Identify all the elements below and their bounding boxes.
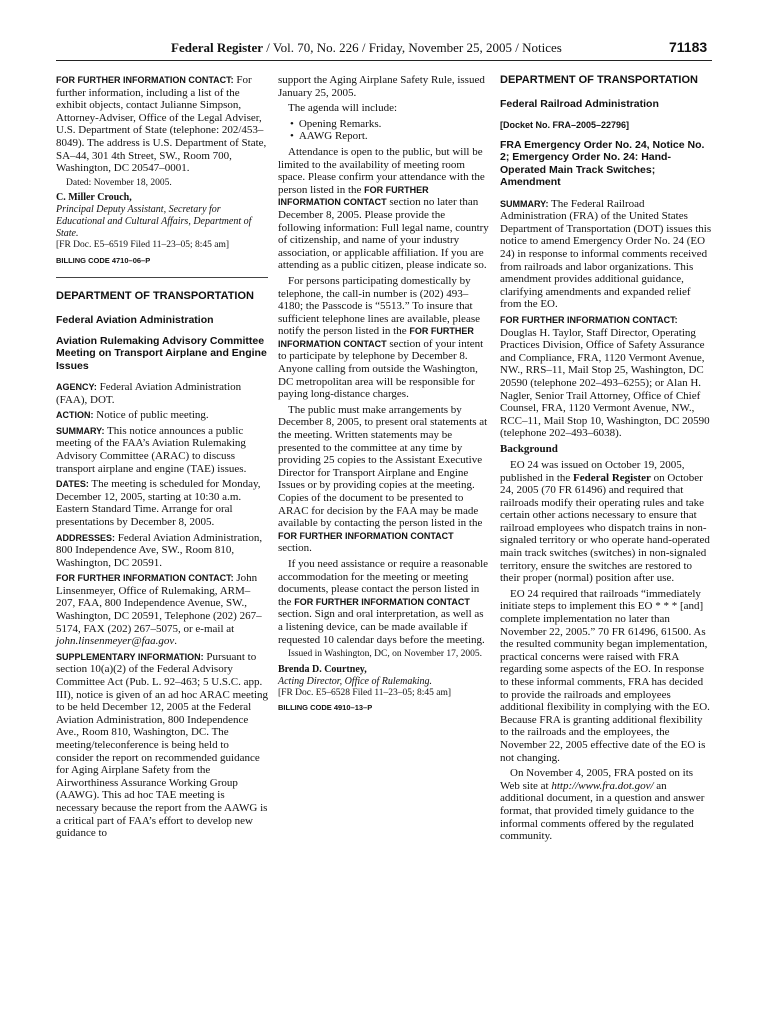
ffic2-text: John Linsenmeyer, Office of Rulemaking, ARM–207, FAA, 800 Independence Avenue, SW., Washington, DC 20591, Telephone (202) 267–5174, FAX (202) 267–5075, or e-mail at	[56, 572, 262, 635]
docket-number: [Docket No. FRA–2005–22796]	[500, 120, 630, 130]
summary-text: The Federal Railroad Administration (FRA) of the United States Department of Transportation (DOT) issues this notice to amend Emergency Order No. 24 (EO 24) in response to informal comments received from railroads and labor organizations. This amendment provides additional guidance, clarifying amendments and expanded relief from the EO.	[500, 197, 712, 311]
addresses-text: Federal Aviation Administration, 800 Independence Ave, SW., Room 810, Washington, DC 20591.	[56, 531, 263, 569]
attendance-paragraph	[278, 146, 490, 272]
running-head	[171, 40, 562, 56]
ffic-ref: FOR FURTHER INFORMATION CONTACT	[278, 530, 454, 541]
fr-doc-line: [FR Doc. E5–6528 Filed 11–23–05; 8:45 am]	[278, 687, 452, 698]
signer-name: Brenda D. Courtney,	[278, 663, 367, 675]
bullet-icon: •	[290, 130, 294, 143]
telephone-text: For persons participating domestically by telephone, the call-in number is (202) 493–4180; the Passcode is “5513.” To insure that sufficient telephone lines are available, please notify the person listed in the	[278, 274, 480, 338]
website-link[interactable]: http://www.fra.dot.gov/	[551, 779, 654, 792]
agency-paragraph	[56, 381, 268, 406]
ffic-ref: FOR FURTHER INFORMATION CONTACT	[278, 326, 474, 349]
agenda-item	[278, 130, 490, 143]
background-paragraph-2: EO 24 required that railroads “immediately initiate steps to implement this EO * * * [and] complete implementation no later than November 22, 2005.” 70 FR 61496, 61500. As the resulted community began implementation, practical concerns were raised with FRA regarding some aspects of the EO. In response to these informal comments, FRA has decided to provide the railroads and employees additional flexibility in complying with the EO. Because FRA is granting additional flexibility to the railroads and the employees, the November 22, 2005 effective date of the EO is not changing.	[500, 587, 710, 764]
fr-doc-line: [FR Doc. E5–6519 Filed 11–23–05; 8:45 am]	[56, 240, 230, 251]
agenda-intro: The agenda will include:	[288, 102, 398, 115]
dated-line: Dated: November 18, 2005.	[66, 177, 172, 188]
ffic2-label: FOR FURTHER INFORMATION CONTACT:	[56, 573, 234, 584]
summary-paragraph	[56, 425, 268, 475]
email-link[interactable]: john.linsenmeyer@faa.gov	[56, 635, 175, 648]
column-2	[278, 74, 490, 714]
signer-name: C. Miller Crouch,	[56, 192, 132, 204]
ffic-label-line	[500, 314, 712, 327]
background-heading: Background	[500, 442, 558, 455]
issued-line: Issued in Washington, DC, on November 17, 2005.	[288, 649, 483, 660]
bg3-text-2: an additional document, in a question and answer format, that provided timely guidance to the informal comments offered by the regulated community.	[500, 779, 705, 843]
billing-code: BILLING CODE 4910–13–P	[278, 703, 373, 713]
dates-paragraph	[56, 478, 268, 528]
federal-register-ref: Federal Register	[573, 471, 651, 484]
notice-title: FRA Emergency Order No. 24, Notice No. 2; Emergency Order No. 24: Hand-Operated Main Track Switches; Amendment	[500, 139, 705, 189]
ffic-paragraph: Douglas H. Taylor, Staff Director, Operating Practices Division, Office of Safety Assurance and Compliance, FRA, 1120 Vermont Avenue, NW., RRS–11, Mail Stop 25, Washington, DC 20590 (telephone 202–493–6255); or Alan H. Nagler, Senior Trail Attorney, Office of Chief Counsel, FRA, 1120 Vermont Avenue, NW., RCC–11, Mail Stop 10, Washington, DC 20590 (telephone 202–493–6038).	[500, 326, 710, 440]
continued-paragraph: support the Aging Airplane Safety Rule, issued January 25, 2005.	[278, 74, 485, 99]
public-paragraph	[278, 404, 490, 555]
action-label: ACTION:	[56, 410, 94, 421]
agenda-item-text: Opening Remarks.	[298, 117, 382, 130]
assistance-text-2: section. Sign and oral interpretation, as well as a listening device, can be made available if requested 10 calendar days before the meeting.	[278, 608, 485, 646]
ffic-paragraph	[56, 74, 268, 175]
notice-title: Aviation Rulemaking Advisory Committee Meeting on Transport Airplane and Engine Issues	[56, 334, 267, 372]
attendance-text: Attendance is open to the public, but will be limited to the availability of meeting room space. Please confirm your attendance with the person listed in the	[278, 145, 485, 196]
signer-title: Acting Director, Office of Rulemaking.	[278, 675, 433, 687]
ffic2-paragraph	[56, 572, 268, 648]
assistance-text: If you need assistance or require a reasonable accommodation for the meeting or meeting documents, please contact the person listed in the	[278, 557, 489, 608]
dates-label: DATES:	[56, 479, 89, 490]
department-heading: DEPARTMENT OF TRANSPORTATION	[500, 74, 698, 86]
column-1	[56, 74, 268, 843]
summary-text: This notice announces a public meeting of the FAA’s Aviation Rulemaking Advisory Committee (ARAC) to discuss transport airplane and engine (TAE) issues.	[56, 424, 247, 475]
public-text: The public must make arrangements by December 8, 2005, to present oral statements at the meeting. Written statements may be presented to the committee at any time by providing 25 copies to the Assistant Executive Director for Transport Airplane and Engine Issues or by providing copies at the meeting. Copies of the document to be presented to ARAC for decision by the FAA may be made available by contacting the person listed in the	[278, 403, 488, 530]
ffic-text: For further information, including a list of the exhibit objects, contact Julianne Simpson, Attorney-Adviser, Office of the Legal Adviser, U.S. Department of State (telephone: 202/453–8049). The address is U.S. Department of State, SA–44, 301 4th Street, SW., Room 700, Washington, DC 20547–0001.	[56, 74, 267, 175]
issue-info: / Vol. 70, No. 226 / Friday, November 25, 2005 / Notices	[263, 40, 562, 55]
ffic-ref: FOR FURTHER INFORMATION CONTACT	[294, 596, 470, 607]
agency-heading: Federal Railroad Administration	[500, 98, 659, 110]
bg1-text: EO 24 was issued on October 19, 2005, published in the	[500, 458, 685, 484]
page-header	[0, 40, 768, 60]
ffic-label: FOR FURTHER INFORMATION CONTACT:	[500, 314, 678, 325]
page-number: 71183	[669, 39, 708, 55]
agency-text: Federal Aviation Administration (FAA), DOT.	[56, 380, 242, 406]
supplementary-label: SUPPLEMENTARY INFORMATION:	[56, 651, 204, 662]
public-text-2: section.	[278, 542, 312, 555]
ffic-label: FOR FURTHER INFORMATION CONTACT:	[56, 75, 234, 85]
summary-label: SUMMARY:	[500, 198, 549, 209]
journal-name: Federal Register	[171, 40, 264, 55]
ffic-ref: FOR FURTHER INFORMATION CONTACT	[278, 184, 429, 208]
supplementary-text: Pursuant to section 10(a)(2) of the Federal Advisory Committee Act (Pub. L. 92–463; 5 U.S.C. app. III), notice is given of an ad hoc ARAC meeting to be held December 12, 2005 at the Federal Aviation Administration, 800 Independence Ave., Room 810, Washington, DC. The meeting/teleconference is being held to consider the report on recommended guidance for Aging Airplane Safety from the Airworthiness Assurance Working Group (AAWG). This ad hoc TAE meeting is necessary because the report from the AAWG is a critical part of FAA’s effort to develop new guidance to	[56, 650, 269, 840]
bg1-text-2: on October 24, 2005 (70 FR 61496) and required that railroads modify their operating rules and take certain other actions necessary to ensure that railroad employees who dispatch trains in non-signaled territory or who operate hand-operated main track switches (switches) in non-signaled territory, ensure the switches are restored to their proper (normal) position after use.	[500, 471, 710, 585]
telephone-text-2: section of your intent to participate by telephone by December 8. Anyone calling from outside the Washington, DC metropolitan area will be responsible for paying long-distance charges.	[278, 337, 484, 401]
agenda-item	[278, 118, 490, 131]
agenda-item-text: AAWG Report.	[298, 130, 368, 143]
attendance-text-2: section no later than December 8, 2005. Please provide the following information: Full legal name, country of citizenship, and name of your industry association, or applicable affiliation. If you are attending as a public citizen, please indicate so.	[278, 196, 489, 272]
department-heading: DEPARTMENT OF TRANSPORTATION	[56, 289, 254, 302]
signer-title: Principal Deputy Assistant, Secretary for Educational and Cultural Affairs, Department of State.	[56, 204, 252, 240]
action-paragraph	[56, 409, 268, 422]
bg3-text: On November 4, 2005, FRA posted on its Web site at	[500, 767, 694, 792]
agency-label: AGENCY:	[56, 381, 97, 392]
telephone-paragraph	[278, 275, 490, 401]
column-3	[500, 74, 712, 846]
supplementary-paragraph	[56, 651, 268, 840]
agency-heading: Federal Aviation Administration	[56, 313, 214, 326]
email-end: .	[174, 635, 178, 648]
assistance-paragraph	[278, 558, 490, 646]
header-rule	[56, 60, 712, 61]
summary-label: SUMMARY:	[56, 425, 105, 436]
billing-code: BILLING CODE 4710–06–P	[56, 255, 151, 265]
dates-text: The meeting is scheduled for Monday, December 12, 2005, starting at 10:30 a.m. Eastern Standard Time. Arrange for oral presentations by December 8, 2005.	[56, 478, 261, 528]
background-paragraph-1	[500, 459, 712, 585]
action-text: Notice of public meeting.	[93, 409, 209, 422]
bullet-icon: •	[290, 117, 294, 130]
section-divider	[56, 277, 268, 278]
background-paragraph-3	[500, 767, 712, 843]
addresses-label: ADDRESSES:	[56, 532, 116, 543]
summary-paragraph	[500, 198, 712, 311]
addresses-paragraph	[56, 532, 268, 570]
